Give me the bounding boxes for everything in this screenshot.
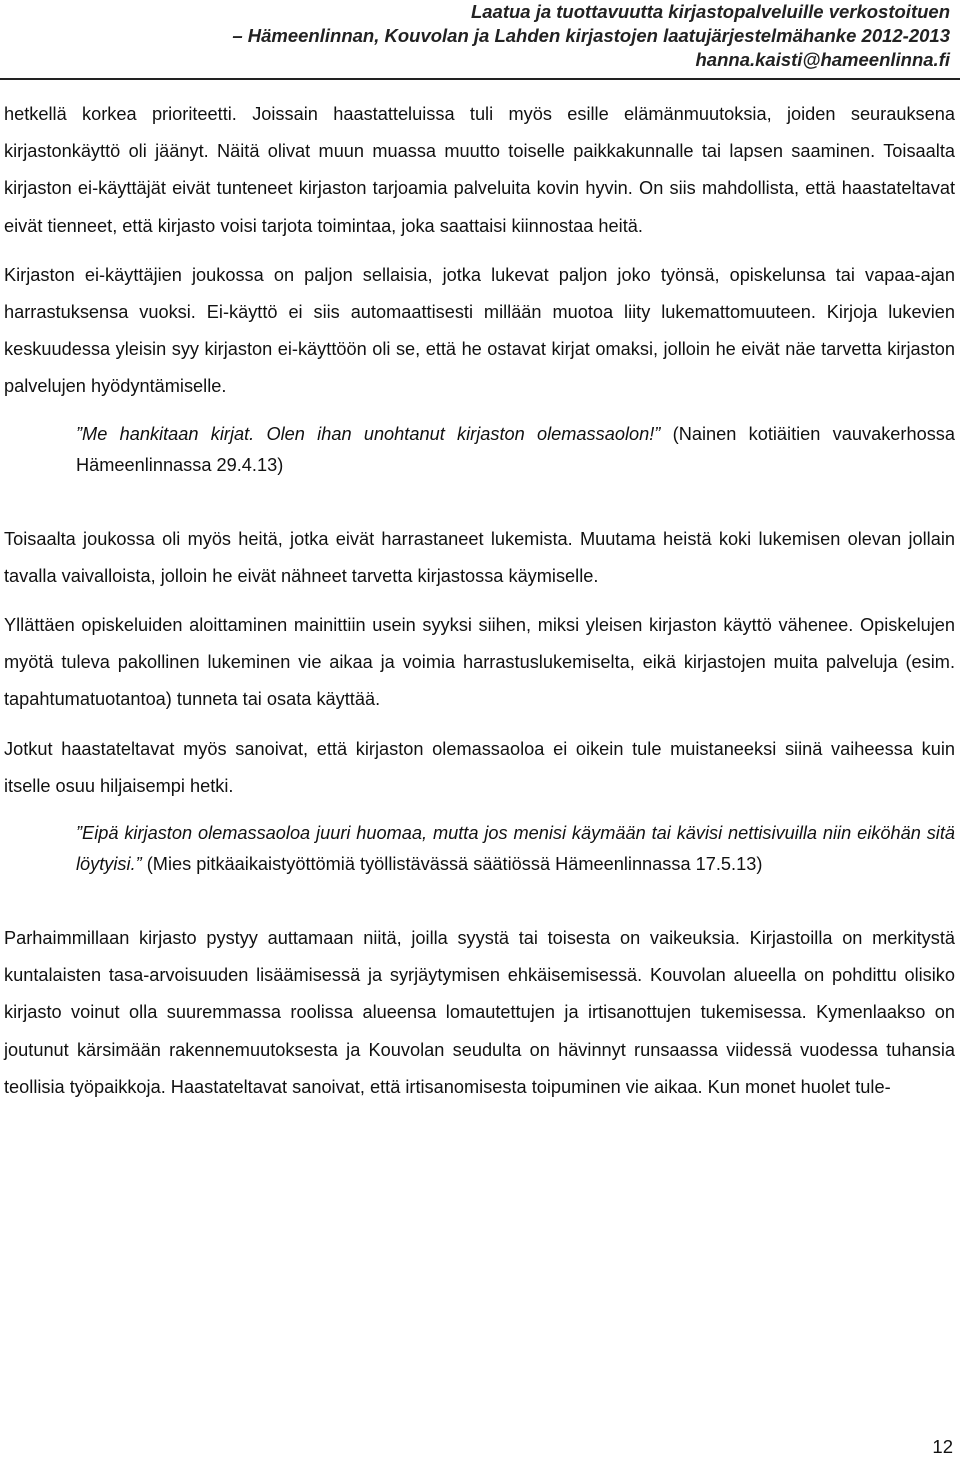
- quote-source: (Nainen kotiäitien vauvakerhossa Hämeenlinnassa 29.4.13): [76, 423, 955, 475]
- quote-text: ”Me hankitaan kirjat. Olen ihan unohtanut kirjaston olemassaolon!”: [76, 423, 661, 444]
- page-header: [100, 0, 950, 72]
- paragraph: Parhaimmillaan kirjasto pystyy auttamaan niitä, joilla syystä tai toisesta on vaikeuksia. Kirjastoilla on merkitystä kuntalaisten tasa-arvoisuuden lisäämisessä ja syrjäytymisen ehkäisemisessä. Kouvolan alueella on pohdittu olisiko kirjasto voinut olla suuremmassa roolissa alueensa lomautettujen ja irtisanottujen tukemisessa. Kymenlaakso on joutunut kärsimään rakennemuutoksesta ja Kouvolan seudulta on hävinnyt runsaassa viidessä vuodessa tuhansia teollisia työpaikkoja. Haastateltavat sanoivat, että irtisanomisesta toipuminen vie aikaa. Kun monet huolet tule-: [4, 928, 955, 1097]
- paragraph: Jotkut haastateltavat myös sanoivat, että kirjaston olemassaoloa ei oikein tule muistaneeksi siinä vaiheessa kuin itselle osuu hiljaisempi hetki.: [4, 738, 955, 796]
- document-body: [4, 96, 955, 1106]
- quote-source: (Mies pitkäaikaistyöttömiä työllistävässä säätiössä Hämeenlinnassa 17.5.13): [146, 854, 763, 875]
- header-project-title: Laatua ja tuottavuutta kirjastopalveluille verkostoituen: [470, 1, 950, 22]
- header-project-subtitle: – Hämeenlinnan, Kouvolan ja Lahden kirjastojen laatujärjestelmähanke 2012-2013: [232, 25, 950, 46]
- paragraph: Kirjaston ei-käyttäjien joukossa on paljon sellaisia, jotka lukevat paljon joko työnsä, opiskelunsa tai vapaa-ajan harrastuksensa vuoksi. Ei-käyttö ei siis automaattisesti millään muotoa liity lukemattomuuteen. Kirjoja lukevien keskuudessa yleisin syy kirjaston ei-käyttöön oli se, että he ostavat kirjat omaksi, jolloin he eivät näe tarvetta kirjaston palvelujen hyödyntämiselle.: [4, 264, 955, 397]
- paragraph: Yllättäen opiskeluiden aloittaminen mainittiin usein syyksi siihen, miksi yleisen kirjaston käyttö vähenee. Opiskelujen myötä tuleva pakollinen lukeminen vie aikaa ja voimia harrastuslukemiselta, eikä kirjastojen muita palveluja (esim. tapahtumatuotantoa) tunneta tai osata käyttää.: [4, 615, 955, 710]
- quote-block: [76, 419, 955, 481]
- page-number: 12: [932, 1436, 953, 1457]
- paragraph: hetkellä korkea prioriteetti. Joissain haastatteluissa tuli myös esille elämänmuutoksia, joiden seurauksena kirjastonkäyttö oli jäänyt. Näitä olivat muun muassa muutto toiselle paikkakunnalle tai lapsen saaminen. Toisaalta kirjaston ei-käyttäjät eivät tunteneet kirjaston tarjoamia palveluita kovin hyvin. On siis mahdollista, että haastateltavat eivät tienneet, että kirjasto voisi tarjota toimintaa, joka saattaisi kiinnostaa heitä.: [4, 104, 955, 236]
- header-divider: [0, 78, 960, 80]
- quote-block: [76, 818, 955, 880]
- header-email: hanna.kaisti@hameenlinna.fi: [695, 49, 950, 70]
- quote-text: ”Eipä kirjaston olemassaoloa juuri huomaa, mutta jos menisi käymään tai kävisi nettisivuilla niin eiköhän sitä löytyisi.”: [76, 823, 955, 875]
- paragraph: Toisaalta joukossa oli myös heitä, jotka eivät harrastaneet lukemista. Muutama heistä koki lukemisen olevan jollain tavalla vaivalloista, jolloin he eivät nähneet tarvetta kirjastossa käymiselle.: [4, 528, 955, 586]
